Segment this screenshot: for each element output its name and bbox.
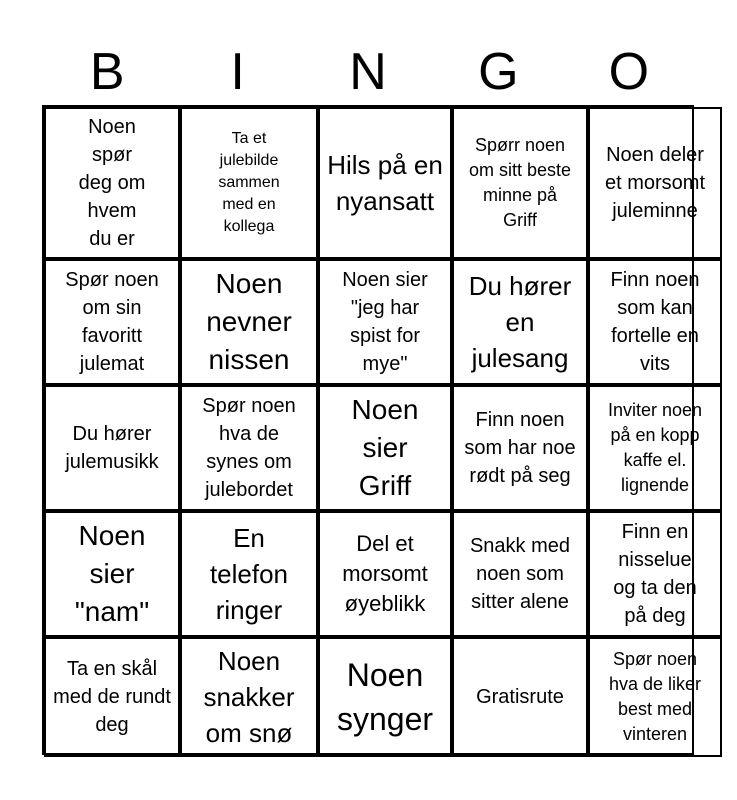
cell-text: Finn noen som kan fortelle en vits xyxy=(610,269,700,375)
cell-text: Du hører julemusikk xyxy=(65,423,159,473)
cell-text: Gratisrute xyxy=(476,686,564,708)
header-letter-g: G xyxy=(478,43,519,101)
cell-text: Noen sier Griff xyxy=(351,394,419,501)
bingo-cell[interactable] xyxy=(44,511,180,637)
cell-text: Noen nevner nissen xyxy=(206,268,292,375)
cell-text: En telefon ringer xyxy=(209,523,289,625)
cell-text: Inviter noen på en kopp kaffe el. lignende xyxy=(607,400,703,495)
bingo-cell[interactable] xyxy=(452,107,588,259)
bingo-board xyxy=(42,105,706,755)
bingo-cell[interactable] xyxy=(318,385,452,511)
bingo-cell[interactable] xyxy=(44,385,180,511)
free-space-cell[interactable] xyxy=(452,637,588,757)
bingo-cell[interactable] xyxy=(588,107,722,259)
cell-text: Noen spør deg om hvem du er xyxy=(78,116,146,250)
bingo-cell[interactable] xyxy=(180,259,318,385)
bingo-cell[interactable] xyxy=(588,637,722,757)
bingo-cell[interactable] xyxy=(318,259,452,385)
header-letter-n: N xyxy=(349,43,387,101)
bingo-cell[interactable] xyxy=(180,637,318,757)
bingo-cell[interactable] xyxy=(318,637,452,757)
cell-text: Noen deler et morsomt juleminne xyxy=(604,144,706,222)
bingo-cell[interactable] xyxy=(588,259,722,385)
bingo-cell[interactable] xyxy=(180,107,318,259)
cell-text: Snakk med noen som sitter alene xyxy=(469,535,571,613)
bingo-cell[interactable] xyxy=(44,107,180,259)
cell-text: Ta et julebilde sammen med en kollega xyxy=(218,130,280,235)
bingo-header xyxy=(42,40,694,104)
cell-text: Du hører en julesang xyxy=(468,271,572,373)
header-letter-b: B xyxy=(89,43,125,101)
cell-text: Spørr noen om sitt beste minne på Griff xyxy=(468,135,572,230)
cell-text: Hils på en nyansatt xyxy=(327,150,443,216)
header-letter-i: I xyxy=(230,43,245,101)
bingo-cell[interactable] xyxy=(452,385,588,511)
cell-text: Spør noen hva de synes om julebordet xyxy=(202,395,296,501)
cell-text: Noen synger xyxy=(336,657,434,737)
bingo-cell[interactable] xyxy=(44,259,180,385)
cell-text: Noen snakker om snø xyxy=(203,646,295,748)
bingo-cell[interactable] xyxy=(44,637,180,757)
bingo-cell[interactable] xyxy=(180,511,318,637)
bingo-cell[interactable] xyxy=(452,259,588,385)
cell-text: Finn noen som har noe rødt på seg xyxy=(464,409,576,487)
bingo-cell[interactable] xyxy=(588,385,722,511)
cell-text: Spør noen om sin favoritt julemat xyxy=(65,269,159,375)
cell-text: Noen sier "jeg har spist for mye" xyxy=(342,269,428,375)
header-letter-o: O xyxy=(608,43,650,101)
bingo-cell[interactable] xyxy=(318,107,452,259)
cell-text: Del et morsomt øyeblikk xyxy=(342,531,428,616)
bingo-cell[interactable] xyxy=(588,511,722,637)
cell-text: Spør noen hva de liker best med vinteren xyxy=(608,649,702,744)
cell-text: Ta en skål med de rundt deg xyxy=(53,658,171,736)
bingo-cell[interactable] xyxy=(318,511,452,637)
bingo-cell[interactable] xyxy=(452,511,588,637)
cell-text: Finn en nisselue og ta den på deg xyxy=(613,521,697,627)
bingo-cell[interactable] xyxy=(180,385,318,511)
cell-text: Noen sier "nam" xyxy=(74,520,150,627)
